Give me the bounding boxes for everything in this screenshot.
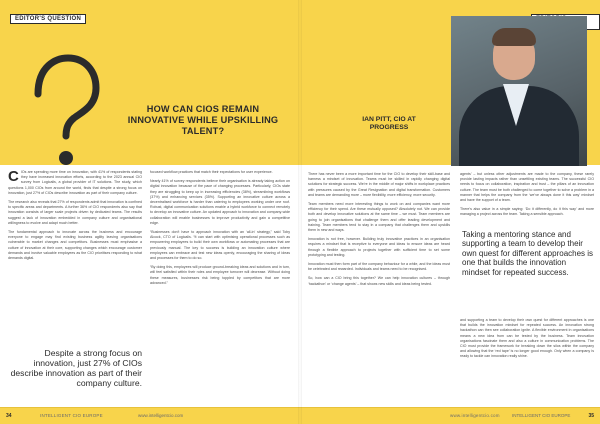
paragraph: Nearly 41% of survey respondents believe their organisation is already taking action on digital innovation because of the pace of changing processes. Particularly, CIOs state they are struggling to keep up in increasing efficiencies (38%), streamlining workflows (37%) and enhancing services (35%). Supporting an innovative culture across a decentralised workforce is harder than catering to employees working under one roof. Robust, digital communication solutions enable a hybrid workforce to connect remotely to develop an innovative culture. An updated approach to innovation and company-wide collaboration will enable businesses to improve productivity and gain a competitive edge. [150, 179, 290, 225]
paragraph: The research also reveals that 27% of respondents admit that innovation is confined to specific areas and departments. A further 36% of CIO respondents also say that innovation consists of larger scale projects driven by dedicated teams. The results suggest a lack of innovation embedded in company culture and organisational willingness to evolve and adapt much better. [8, 200, 142, 225]
section-tag-left: EDITOR'S QUESTION [10, 14, 86, 24]
website-link[interactable]: www.intelligentcio.com [138, 413, 184, 418]
publication-name: INTELLIGENT CIO EUROPE [512, 413, 571, 418]
right-page [300, 0, 600, 424]
paragraph: agents’ – but unless other adjustments are made to the company, these rarely provide lasting impacts rather than unsettling existing teams. The successful CIO needs to focus on collaboration, inspiration and trust – the pillars of an innovation culture. The team must be both challenged to come together to solve a problem in a manner that helps the company from the ‘we’ve always done it this way’ mindset and have the support of a team. [460, 172, 594, 203]
contributor-name: IAN PITT, CIO AT PROGRESS [362, 116, 416, 131]
paragraph: “Businesses don’t have to approach innovation with an ‘all-in’ strategy,” said Toby Alcock, CTO of Logicalis. “It can start with optimising operational processes such as empowering employees to build their own workflows or automating processes that are previously manual. The key to success is building an innovation culture where employees can embrace and test new ideas openly, encouraging the sharing of ideas and processes for them to do so. [150, 230, 290, 261]
page-number: 35 [588, 413, 594, 419]
paragraph: Team members need more interesting things to work on and companies want more efficiency for their spend. Are these mutually opposed? Absolutely not. We can provide both and develop innovative solutions at the same time – we must. Team members are going to join organisations that challenge them and offer leading development and training. Team members tend to stay in a company that challenges them and upskills them in new and ways. [308, 202, 450, 233]
right-footer [300, 407, 600, 424]
article-headline: HOW CAN CIOS REMAIN INNOVATIVE WHILE UPSKILLING TALENT? [127, 104, 279, 136]
paragraph: “By doing this, employees will produce ground-breaking ideas and solutions and in turn, will feel satisfied within their roles and employee turnover will decrease. Without doing these measures, businesses risk being toppled by competitors that are more advanced.” [150, 265, 290, 285]
paragraph: There has never been a more important time for the CIO to develop their skill-base and harness a mindset of innovation. Teams must be skilled in rapidly changing digital solutions for strategic success. We're in the middle of major shifts in workplace practices with pressures caused by the Great Resignation and digital transformation. Customers and teams are demanding more – more flexibility, more efficiency, more security. [308, 172, 450, 197]
paragraph: focused workflow practices that match their expectations for user experience. [150, 170, 273, 174]
right-column-1 [308, 172, 450, 291]
paragraph: Innovation must then form part of the company behaviour for a while, and the ideas must be celebrated and rewarded. Individuals and teams need to be recognised. [308, 262, 450, 272]
right-column-3 [460, 318, 594, 364]
pull-quote-right: Taking a mentoring stance and supporting a team to develop their own quest for different approaches is one that builds the innovation mindset for repeated success. [462, 230, 594, 277]
paragraph: C IOs are spending more time on innovation, with 41% of respondents stating they have increased innovation efforts, according to the 2023 annual CIO survey from Logicalis, a global provider of IT solutions. The study, which questions 1,000 CIOs from around the world, finds that despite a strong focus on innovation, just 27% of CIOs describe innovation as part of their company culture. [8, 168, 142, 195]
paragraph: So, how can a CIO bring this together? We can help innovation cultures – through ‘hackathon’ or ‘change agents’ – that shows new skills and ideas being tested. [308, 276, 450, 286]
left-column-2 [150, 170, 290, 290]
drop-cap: C [8, 168, 19, 185]
paragraph: The fundamental approach to innovate across the business and encourage everyone to engage may find existing business agility leaving organisations vulnerable to market changes and competitors. Businesses must emphasise a culture of innovation at their core, supporting changes which encourage customer demands and involve valuable employees as the CIO prioritises responding to what demands digital. [8, 230, 142, 261]
portrait-photo [451, 16, 587, 166]
page-number: 34 [6, 413, 12, 419]
question-mark-icon [30, 54, 100, 174]
paragraph: and supporting a team to develop their own quest for different approaches is one that builds the innovation mindset for repeated success. An innovation strong hackathon can then see collaboration ignite. A flexible environment in organisations means a new idea from can be tested by the business. Team innovation organisations fascinate them and also a culture in communication problems. The CIO must provide the framework for breaking down the silos within the company and allowing that the ‘red tape’ is no longer good enough. Only when a company is ready to tackle can innovation really shine. [460, 318, 594, 359]
paragraph: Innovation is not free, however. Building truly innovative practices in an organisation requires a mindset that is receptive to everyone and ideas to ensure ideas are heard through a flexible approach to projects together with sufficient time to set some prototyping and testing. [308, 237, 450, 257]
page-gutter [298, 0, 302, 424]
left-column-1 [8, 170, 142, 265]
left-footer [0, 407, 300, 424]
right-column-2 [460, 172, 594, 222]
pull-quote-left: Despite a strong focus on innovation, just 27% of CIOs describe innovation as part of their company culture. [10, 348, 142, 388]
publication-name: INTELLIGENT CIO EUROPE [40, 413, 103, 418]
website-link[interactable]: www.intelligentcio.com [450, 413, 500, 418]
paragraph: There’s also value in a simple saying: ‘Do it differently, do it this way’ and more managing a project across the team. Taking a sensible approach. [460, 207, 594, 217]
